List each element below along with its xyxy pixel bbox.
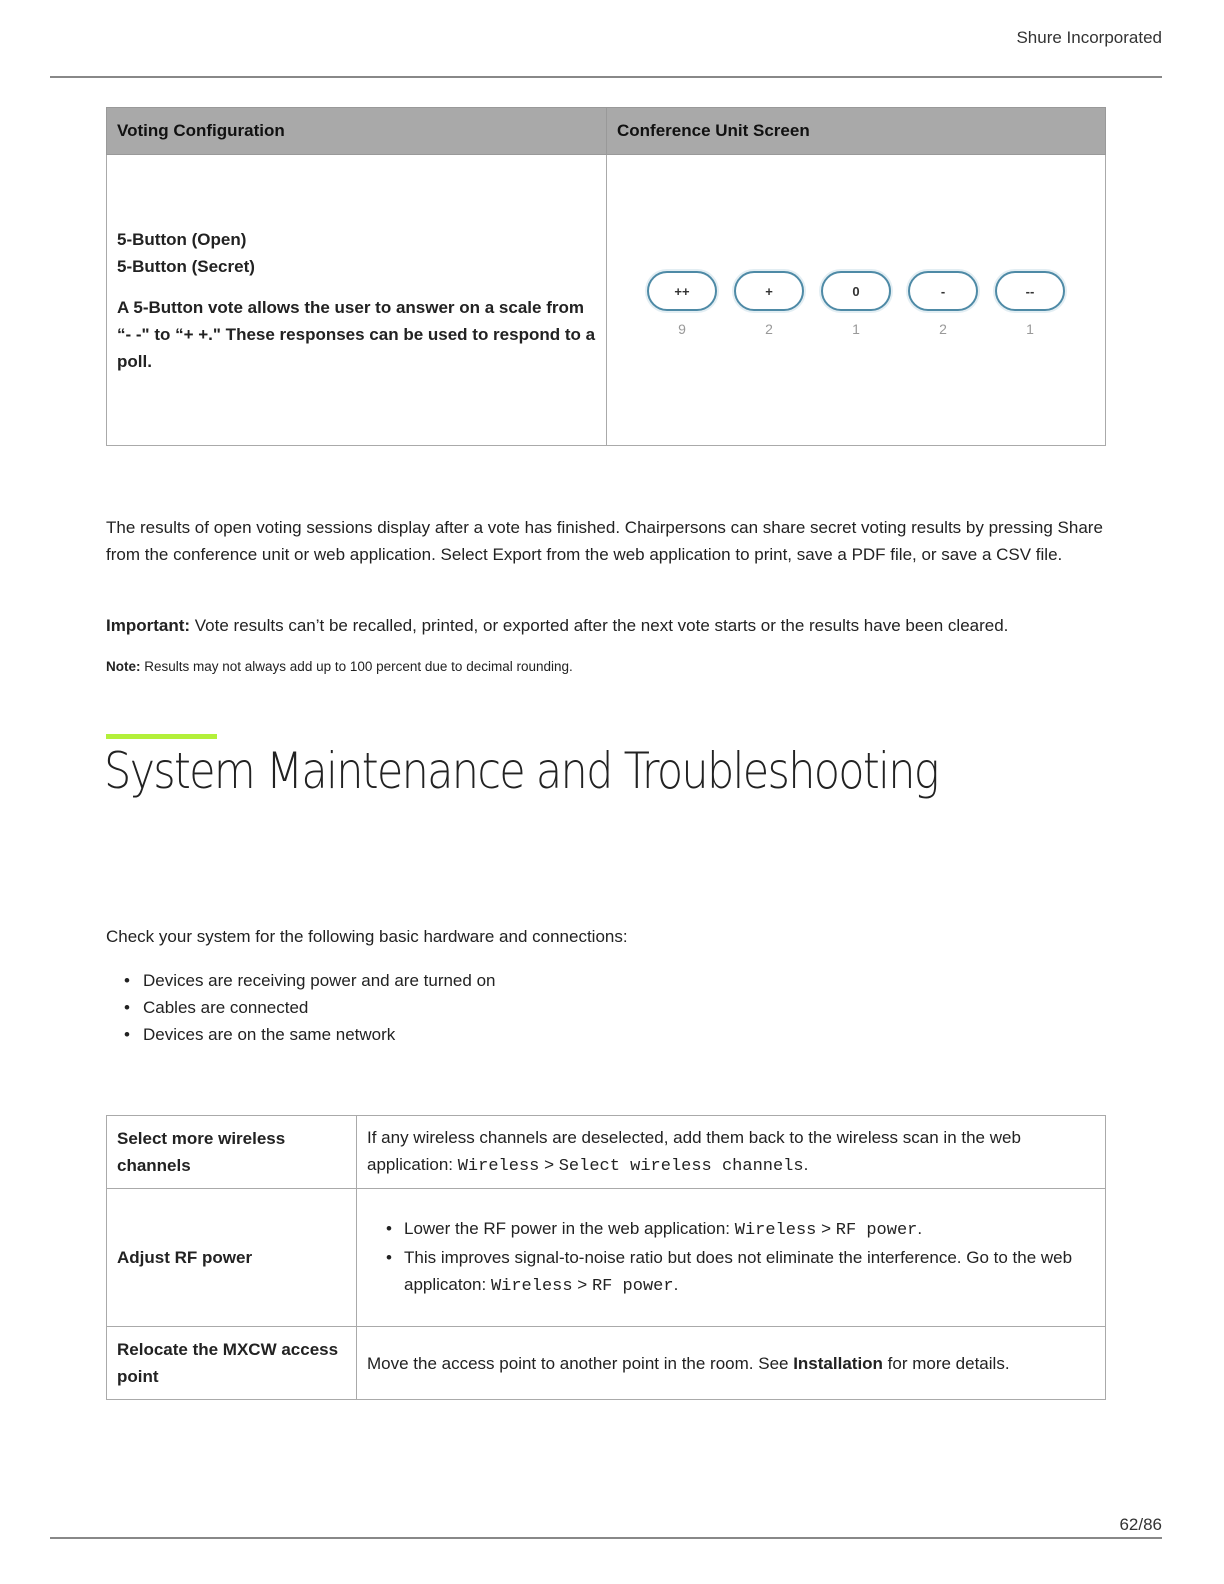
voting-config-header: Voting Configuration — [107, 108, 607, 155]
installation-link[interactable]: Installation — [793, 1353, 883, 1373]
vote-button-plus-plus[interactable]: ++ — [647, 271, 717, 311]
vote-option-open: 5-Button (Open) — [117, 229, 247, 249]
note-paragraph — [106, 659, 573, 674]
voting-table — [106, 107, 1106, 446]
ts-key-relocate: Relocate the MXCW access point — [107, 1327, 357, 1400]
vote-count: 9 — [678, 321, 686, 337]
list-item: • Devices are on the same network — [124, 1021, 495, 1048]
path-separator: > — [572, 1275, 592, 1294]
section-accent-bar — [106, 734, 217, 739]
ts-text: If any wireless channels are deselected, add them back to the wireless scan in the web application: — [367, 1128, 1021, 1174]
ts-key-wireless-channels: Select more wireless channels — [107, 1116, 357, 1189]
menu-path-wireless: Wireless — [457, 1157, 540, 1176]
vote-option-secret: 5-Button (Secret) — [117, 256, 255, 276]
vote-button-group — [734, 271, 804, 337]
list-item: • Devices are receiving power and are turned on — [124, 967, 495, 994]
vote-description: A 5-Button vote allows the user to answer on a scale from “- -" to “+ +." These responses can be used to respond to a poll. — [117, 297, 596, 371]
menu-path-wireless: Wireless — [490, 1277, 573, 1296]
list-item: • Cables are connected — [124, 994, 495, 1021]
footer-rule — [50, 1537, 1162, 1539]
important-label: Important: — [106, 616, 191, 635]
list-item — [367, 1244, 1095, 1300]
conference-screen-cell — [607, 155, 1106, 446]
conference-screen-header: Conference Unit Screen — [607, 108, 1106, 155]
vote-count: 1 — [1026, 321, 1034, 337]
ts-key-rf-power: Adjust RF power — [107, 1189, 357, 1327]
vote-button-group — [908, 271, 978, 337]
ts-value-rf-power — [357, 1189, 1106, 1327]
rf-power-list — [367, 1215, 1095, 1300]
note-text: Results may not always add up to 100 percent due to decimal rounding. — [140, 659, 573, 674]
ts-text: Lower the RF power in the web application: — [404, 1219, 735, 1238]
menu-path-wireless: Wireless — [734, 1221, 817, 1240]
ts-text: This improves signal-to-noise ratio but does not eliminate the interference. Go to the web applicaton: — [404, 1248, 1073, 1294]
vote-button-zero[interactable]: 0 — [821, 271, 891, 311]
results-paragraph: The results of open voting sessions display after a vote has finished. Chairpersons can share secret voting results by pressing Share from the conference unit or web application. Select Export from the web application to print, save a PDF file, or save a CSV file. — [106, 518, 1103, 564]
check-list — [124, 967, 495, 1048]
ts-text-end: . — [673, 1275, 679, 1294]
vote-count: 2 — [939, 321, 947, 337]
important-paragraph — [106, 612, 1106, 639]
note-label: Note: — [106, 659, 141, 674]
table-row — [107, 1327, 1106, 1400]
header-rule — [50, 76, 1162, 78]
vote-button-group — [821, 271, 891, 337]
path-separator: > — [816, 1219, 836, 1238]
ts-text-end: . — [917, 1219, 923, 1238]
vote-button-group — [995, 271, 1065, 337]
vote-button-plus[interactable]: + — [734, 271, 804, 311]
table-row — [107, 1189, 1106, 1327]
vote-count: 2 — [765, 321, 773, 337]
menu-path-rf-power: RF power — [835, 1221, 918, 1240]
vote-button-minus[interactable]: - — [908, 271, 978, 311]
vote-button-row — [617, 271, 1095, 337]
vote-count: 1 — [852, 321, 860, 337]
check-intro: Check your system for the following basic hardware and connections: — [106, 927, 628, 946]
header-company: Shure Incorporated — [1016, 28, 1162, 47]
vote-button-minus-minus[interactable]: -- — [995, 271, 1065, 311]
ts-text-end: for more details. — [882, 1353, 1010, 1373]
page-number: 62/86 — [1119, 1515, 1162, 1534]
list-item — [367, 1215, 1095, 1244]
voting-config-cell — [107, 155, 607, 446]
path-separator: > — [539, 1155, 559, 1174]
troubleshooting-table — [106, 1115, 1106, 1400]
ts-value-wireless-channels — [357, 1116, 1106, 1189]
important-text: Vote results can’t be recalled, printed, or exported after the next vote starts or the results have been cleared. — [190, 616, 1009, 635]
menu-path-rf-power: RF power — [591, 1277, 674, 1296]
ts-text-end: . — [803, 1155, 809, 1174]
ts-value-relocate — [357, 1327, 1106, 1400]
ts-text: Move the access point to another point in the room. See — [367, 1353, 794, 1373]
section-title: System Maintenance and Troubleshooting — [104, 742, 938, 800]
menu-path-select-channels: Select wireless channels — [558, 1157, 804, 1176]
vote-button-group — [647, 271, 717, 337]
table-row — [107, 1116, 1106, 1189]
